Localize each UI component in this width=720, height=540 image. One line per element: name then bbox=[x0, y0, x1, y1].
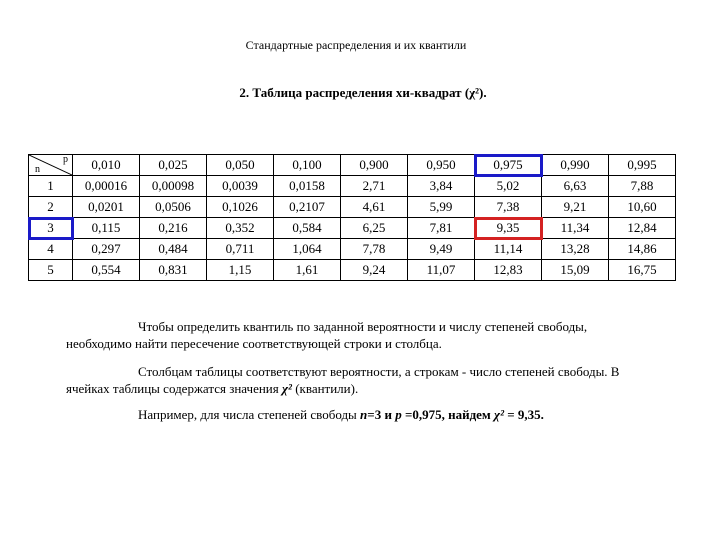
value-cell: 0,00016 bbox=[73, 176, 140, 197]
page-header: Стандартные распределения и их квантили bbox=[245, 38, 467, 52]
table-row bbox=[29, 176, 676, 197]
value-cell: 0,1026 bbox=[207, 197, 274, 218]
value-cell: 9,21 bbox=[542, 197, 609, 218]
corner-label-p: p bbox=[63, 154, 68, 165]
value-cell: 3,84 bbox=[408, 176, 475, 197]
value-cell: 7,88 bbox=[609, 176, 676, 197]
value-cell: 0,2107 bbox=[274, 197, 341, 218]
value-cell: 7,81 bbox=[408, 218, 475, 239]
value-cell: 1,61 bbox=[274, 260, 341, 281]
p-header-cell: 0,050 bbox=[207, 155, 274, 176]
n-cell: 5 bbox=[29, 260, 73, 281]
value-cell: 11,34 bbox=[542, 218, 609, 239]
value-cell: 9,24 bbox=[341, 260, 408, 281]
value-cell: 7,78 bbox=[341, 239, 408, 260]
value-cell: 12,84 bbox=[609, 218, 676, 239]
paragraph-text: Например, для числа степеней свободы bbox=[138, 407, 357, 422]
paragraph-text: (квантили). bbox=[295, 381, 359, 396]
table-row bbox=[29, 218, 676, 239]
table-row bbox=[29, 197, 676, 218]
value-cell: 5,99 bbox=[408, 197, 475, 218]
p-header-cell: 0,100 bbox=[274, 155, 341, 176]
value-cell: 0,297 bbox=[73, 239, 140, 260]
value-cell: 0,0039 bbox=[207, 176, 274, 197]
chi-square-table bbox=[28, 154, 676, 281]
p-header-cell: 0,990 bbox=[542, 155, 609, 176]
n-cell: 1 bbox=[29, 176, 73, 197]
value-cell: 0,0201 bbox=[73, 197, 140, 218]
table-header-row bbox=[29, 155, 676, 176]
value-cell: 12,83 bbox=[475, 260, 542, 281]
value-cell: 1,15 bbox=[207, 260, 274, 281]
value-cell: 0,352 bbox=[207, 218, 274, 239]
paragraph-text: Столбцам таблицы соответствуют вероятности, а строкам - число степеней свободы. В ячейках таблицы содержатся значения bbox=[66, 364, 620, 396]
value-cell: 13,28 bbox=[542, 239, 609, 260]
n-cell: 2 bbox=[29, 197, 73, 218]
paragraph-example bbox=[138, 406, 658, 423]
corner-cell bbox=[29, 155, 73, 176]
table-row bbox=[29, 239, 676, 260]
value-cell: 0,711 bbox=[207, 239, 274, 260]
value-cell: 9,49 bbox=[408, 239, 475, 260]
value-cell: 14,86 bbox=[609, 239, 676, 260]
paragraph-text: = 9,35. bbox=[507, 407, 544, 422]
value-cell: 0,115 bbox=[73, 218, 140, 239]
chi-square-symbol: χ² bbox=[282, 381, 292, 396]
paragraph-text: =3 и bbox=[367, 407, 392, 422]
p-header-cell: 0,900 bbox=[341, 155, 408, 176]
p-header-cell: 0,010 bbox=[73, 155, 140, 176]
value-cell: 16,75 bbox=[609, 260, 676, 281]
chi-square-symbol: χ² bbox=[494, 407, 504, 422]
value-cell: 0,00098 bbox=[140, 176, 207, 197]
p-header-cell-highlighted: 0,975 bbox=[475, 155, 542, 176]
paragraph-text: =0,975, найдем bbox=[404, 407, 491, 422]
value-cell: 10,60 bbox=[609, 197, 676, 218]
value-cell: 6,63 bbox=[542, 176, 609, 197]
value-cell: 6,25 bbox=[341, 218, 408, 239]
variable-p: p bbox=[395, 407, 402, 422]
value-cell: 7,38 bbox=[475, 197, 542, 218]
value-cell: 0,584 bbox=[274, 218, 341, 239]
value-cell: 0,484 bbox=[140, 239, 207, 260]
value-cell: 0,554 bbox=[73, 260, 140, 281]
value-cell: 15,09 bbox=[542, 260, 609, 281]
value-cell-highlighted: 9,35 bbox=[475, 218, 542, 239]
value-cell: 0,831 bbox=[140, 260, 207, 281]
p-header-cell: 0,025 bbox=[140, 155, 207, 176]
value-cell: 0,0506 bbox=[140, 197, 207, 218]
n-cell: 4 bbox=[29, 239, 73, 260]
value-cell: 0,0158 bbox=[274, 176, 341, 197]
corner-label-n: n bbox=[35, 164, 40, 175]
value-cell: 5,02 bbox=[475, 176, 542, 197]
paragraph-quantile-explanation bbox=[66, 318, 626, 352]
p-header-cell: 0,950 bbox=[408, 155, 475, 176]
value-cell: 4,61 bbox=[341, 197, 408, 218]
page-title: 2. Таблица распределения хи-квадрат (χ²). bbox=[239, 85, 487, 100]
value-cell: 1,064 bbox=[274, 239, 341, 260]
variable-n: n bbox=[360, 407, 368, 422]
p-header-cell: 0,995 bbox=[609, 155, 676, 176]
n-cell-highlighted: 3 bbox=[29, 218, 73, 239]
paragraph-table-structure bbox=[66, 363, 646, 397]
value-cell: 2,71 bbox=[341, 176, 408, 197]
value-cell: 0,216 bbox=[140, 218, 207, 239]
value-cell: 11,14 bbox=[475, 239, 542, 260]
table-row bbox=[29, 260, 676, 281]
value-cell: 11,07 bbox=[408, 260, 475, 281]
paragraph-text: Чтобы определить квантиль по заданной вероятности и числу степеней свободы, необходимо найти пересечение соответствующей строки и столбца. bbox=[66, 319, 588, 351]
